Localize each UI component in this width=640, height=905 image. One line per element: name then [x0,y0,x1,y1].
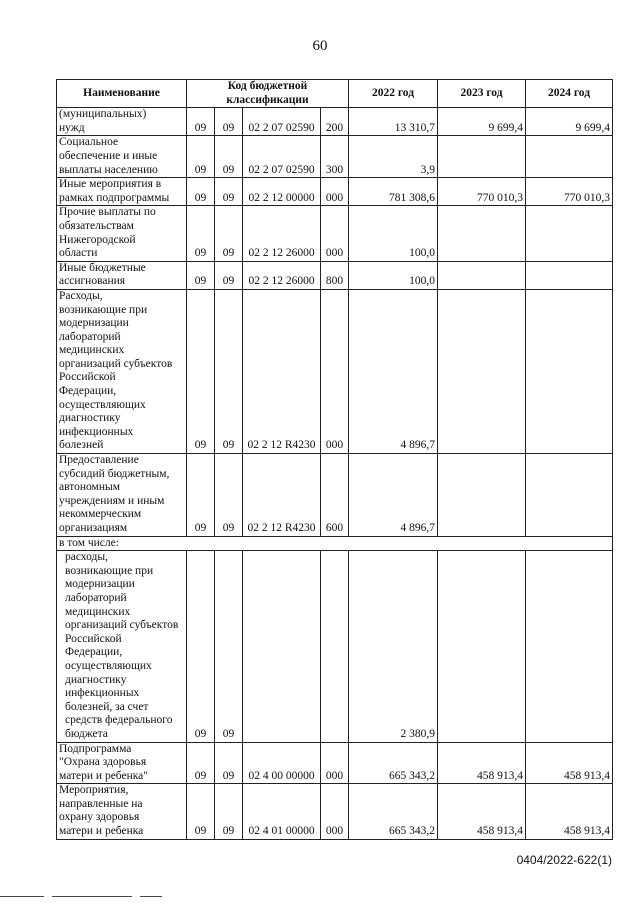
row-value-2022: 100,0 [349,206,438,261]
table-header-row [57,80,613,108]
document-code: 0404/2022-622(1) [516,853,612,867]
row-subsection: 09 [215,108,243,136]
row-subsection: 09 [215,178,243,206]
row-value-2024: 458 913,4 [526,742,613,784]
row-value-2022: 665 343,2 [349,742,438,784]
footer-rule [0,896,44,897]
row-section: 09 [187,289,215,453]
row-expense-type [321,551,349,742]
row-target-code [243,551,321,742]
table-row [57,261,613,289]
table-row [57,206,613,261]
row-value-2024 [526,136,613,178]
table-row [57,454,613,537]
row-name: Иные мероприятия в рамках подпрограммы [57,178,187,206]
row-value-2024 [526,261,613,289]
row-name: Иные бюджетные ассигнования [57,261,187,289]
footer-rule [52,896,132,897]
row-subsection: 09 [215,454,243,537]
row-expense-type: 000 [321,742,349,784]
row-value-2023 [438,289,526,453]
row-value-2024 [526,551,613,742]
row-name: расходы, возникающие при модернизации лабораторий медицинских организаций субъектов Российской Федерации, осуществляющих диагностику инфекционных болезней, за счет средств федерального бюджета [57,551,187,742]
row-subsection: 09 [215,784,243,839]
row-target-code: 02 2 07 02590 [243,136,321,178]
row-section: 09 [187,784,215,839]
row-value-2024: 458 913,4 [526,784,613,839]
table-row [57,178,613,206]
row-value-2024: 9 699,4 [526,108,613,136]
row-section: 09 [187,454,215,537]
row-value-2023 [438,261,526,289]
table-row [57,742,613,784]
row-value-2024 [526,454,613,537]
table-row [57,108,613,136]
row-value-2023: 9 699,4 [438,108,526,136]
row-expense-type: 600 [321,454,349,537]
header-2023: 2023 год [438,80,526,108]
row-expense-type: 300 [321,136,349,178]
row-expense-type: 000 [321,289,349,453]
row-subsection: 09 [215,136,243,178]
table-row [57,136,613,178]
row-name: (муниципальных) нужд [57,108,187,136]
row-expense-type: 800 [321,261,349,289]
row-target-code: 02 4 00 00000 [243,742,321,784]
row-target-code: 02 2 07 02590 [243,108,321,136]
row-value-2022: 665 343,2 [349,784,438,839]
row-name: Подпрограмма "Охрана здоровья матери и ребенка" [57,742,187,784]
row-section: 09 [187,742,215,784]
row-target-code: 02 2 12 26000 [243,261,321,289]
table-row [57,289,613,453]
row-expense-type: 200 [321,108,349,136]
header-2024: 2024 год [526,80,613,108]
row-target-code: 02 4 01 00000 [243,784,321,839]
row-subsection: 09 [215,551,243,742]
row-target-code: 02 2 12 00000 [243,178,321,206]
row-value-2023 [438,206,526,261]
header-2022: 2022 год [349,80,438,108]
row-section: 09 [187,551,215,742]
table-row [57,536,613,551]
row-name: Мероприятия, направленные на охрану здоровья матери и ребенка [57,784,187,839]
row-subsection: 09 [215,742,243,784]
row-name: Расходы, возникающие при модернизации лабораторий медицинских организаций субъектов Российской Федерации, осуществляющих диагностику инфекционных болезней [57,289,187,453]
row-section: 09 [187,261,215,289]
row-target-code: 02 2 12 R4230 [243,289,321,453]
row-value-2023: 458 913,4 [438,742,526,784]
table-row [57,784,613,839]
row-value-2022: 3,9 [349,136,438,178]
table-row [57,551,613,742]
row-value-2023 [438,136,526,178]
row-expense-type: 000 [321,206,349,261]
row-value-2022: 13 310,7 [349,108,438,136]
row-value-2024: 770 010,3 [526,178,613,206]
row-value-2023: 458 913,4 [438,784,526,839]
row-label: в том числе: [57,536,613,551]
row-value-2022: 4 896,7 [349,289,438,453]
row-subsection: 09 [215,289,243,453]
row-value-2023: 770 010,3 [438,178,526,206]
row-section: 09 [187,136,215,178]
row-name: Социальное обеспечение и иные выплаты населению [57,136,187,178]
row-section: 09 [187,108,215,136]
row-target-code: 02 2 12 R4230 [243,454,321,537]
row-value-2022: 4 896,7 [349,454,438,537]
row-value-2024 [526,206,613,261]
row-subsection: 09 [215,206,243,261]
header-name: Наименование [57,80,187,108]
row-value-2022: 781 308,6 [349,178,438,206]
row-name: Предоставление субсидий бюджетным, автономным учреждениям и иным некоммерческим организациям [57,454,187,537]
row-section: 09 [187,206,215,261]
footer-rule [140,896,162,897]
budget-table [56,79,613,840]
row-value-2022: 100,0 [349,261,438,289]
row-name: Прочие выплаты по обязательствам Нижегородской области [57,206,187,261]
row-subsection: 09 [215,261,243,289]
row-section: 09 [187,178,215,206]
row-expense-type: 000 [321,784,349,839]
row-value-2024 [526,289,613,453]
page-number: 60 [312,38,328,54]
row-target-code: 02 2 12 26000 [243,206,321,261]
header-code: Код бюджетной классификации [187,80,349,108]
row-value-2023 [438,551,526,742]
row-value-2023 [438,454,526,537]
row-expense-type: 000 [321,178,349,206]
row-value-2022: 2 380,9 [349,551,438,742]
